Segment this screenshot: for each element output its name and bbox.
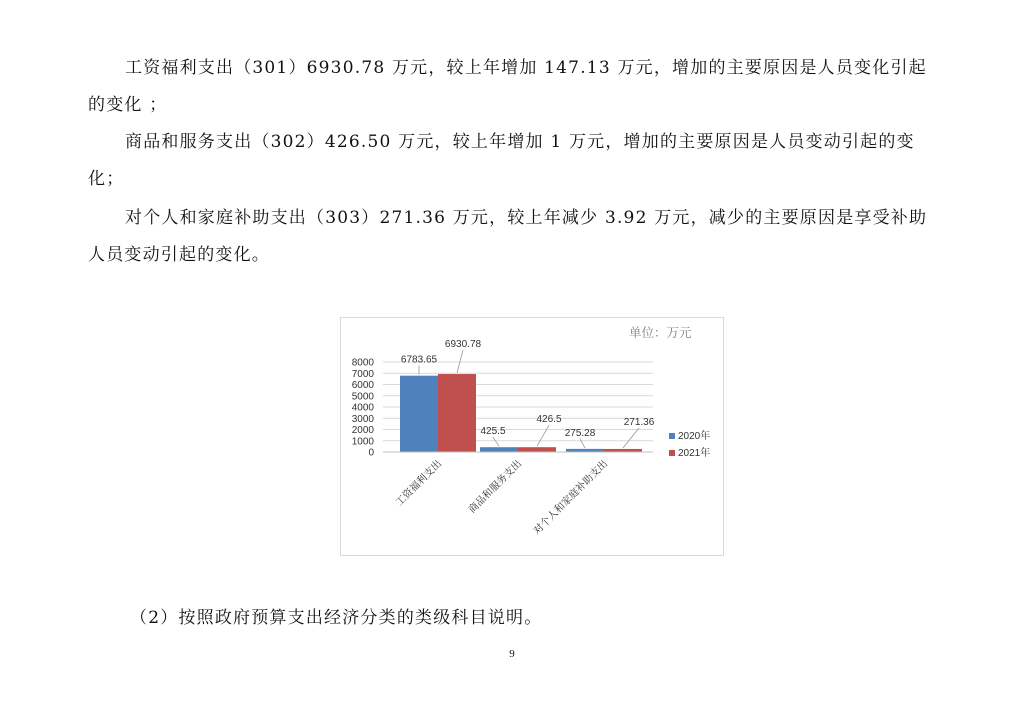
data-label: 426.5: [536, 414, 562, 426]
chart-unit-label: 单位：万元: [629, 325, 692, 340]
paragraph-goods-services: 商品和服务支出（302）426.50 万元，较上年增加 1 万元，增加的主要原因是人员变动引起的变化；: [88, 132, 915, 189]
y-tick-label: 3000: [351, 413, 374, 425]
paragraph-salary-welfare: 工资福利支出（301）6930.78 万元，较上年增加 147.13 万元，增加的主要原因是人员变化引起的变化 ；: [88, 58, 927, 115]
data-label: 271.36: [623, 416, 655, 428]
y-tick-label: 1000: [351, 436, 374, 448]
section-subheading: （2）按照政府预算支出经济分类的类级科目说明。: [130, 608, 543, 628]
paragraph-household-subsidy: 对个人和家庭补助支出（303）271.36 万元，较上年减少 3.92 万元，减少的主要原因是享受补助人员变动引起的变化。: [88, 208, 928, 265]
data-label: 275.28: [564, 427, 596, 439]
page-number: 9: [509, 648, 515, 660]
bar-2021年: [518, 447, 556, 452]
bar-chart-svg: [341, 318, 723, 555]
y-tick-label: 0: [368, 447, 374, 459]
y-tick-label: 6000: [351, 380, 374, 391]
data-label-leader: [623, 428, 639, 448]
y-tick-label: 2000: [351, 425, 374, 436]
y-tick-label: 7000: [351, 368, 374, 380]
bar-2021年: [438, 374, 476, 452]
bar-chart: [340, 317, 724, 556]
data-label: 6783.65: [400, 354, 438, 366]
x-category-label: 工资福利支出: [393, 458, 445, 509]
legend-swatch-2020年: [669, 433, 675, 439]
data-label: 425.5: [480, 426, 506, 438]
data-label-leader: [493, 437, 499, 446]
y-tick-label: 4000: [351, 402, 374, 414]
data-label-leader: [537, 425, 549, 446]
bar-2020年: [400, 376, 438, 452]
legend-label: 2020年: [678, 431, 711, 442]
y-tick-label: 5000: [351, 391, 374, 403]
x-category-label: 商品和服务支出: [466, 458, 525, 516]
legend-swatch-2021年: [669, 450, 675, 456]
data-label: 6930.78: [444, 339, 482, 351]
y-tick-label: 8000: [351, 357, 374, 369]
bar-2020年: [480, 447, 518, 452]
x-category-label: 对个人和家庭补助支出: [531, 458, 611, 537]
legend-label: 2021年: [678, 448, 711, 459]
